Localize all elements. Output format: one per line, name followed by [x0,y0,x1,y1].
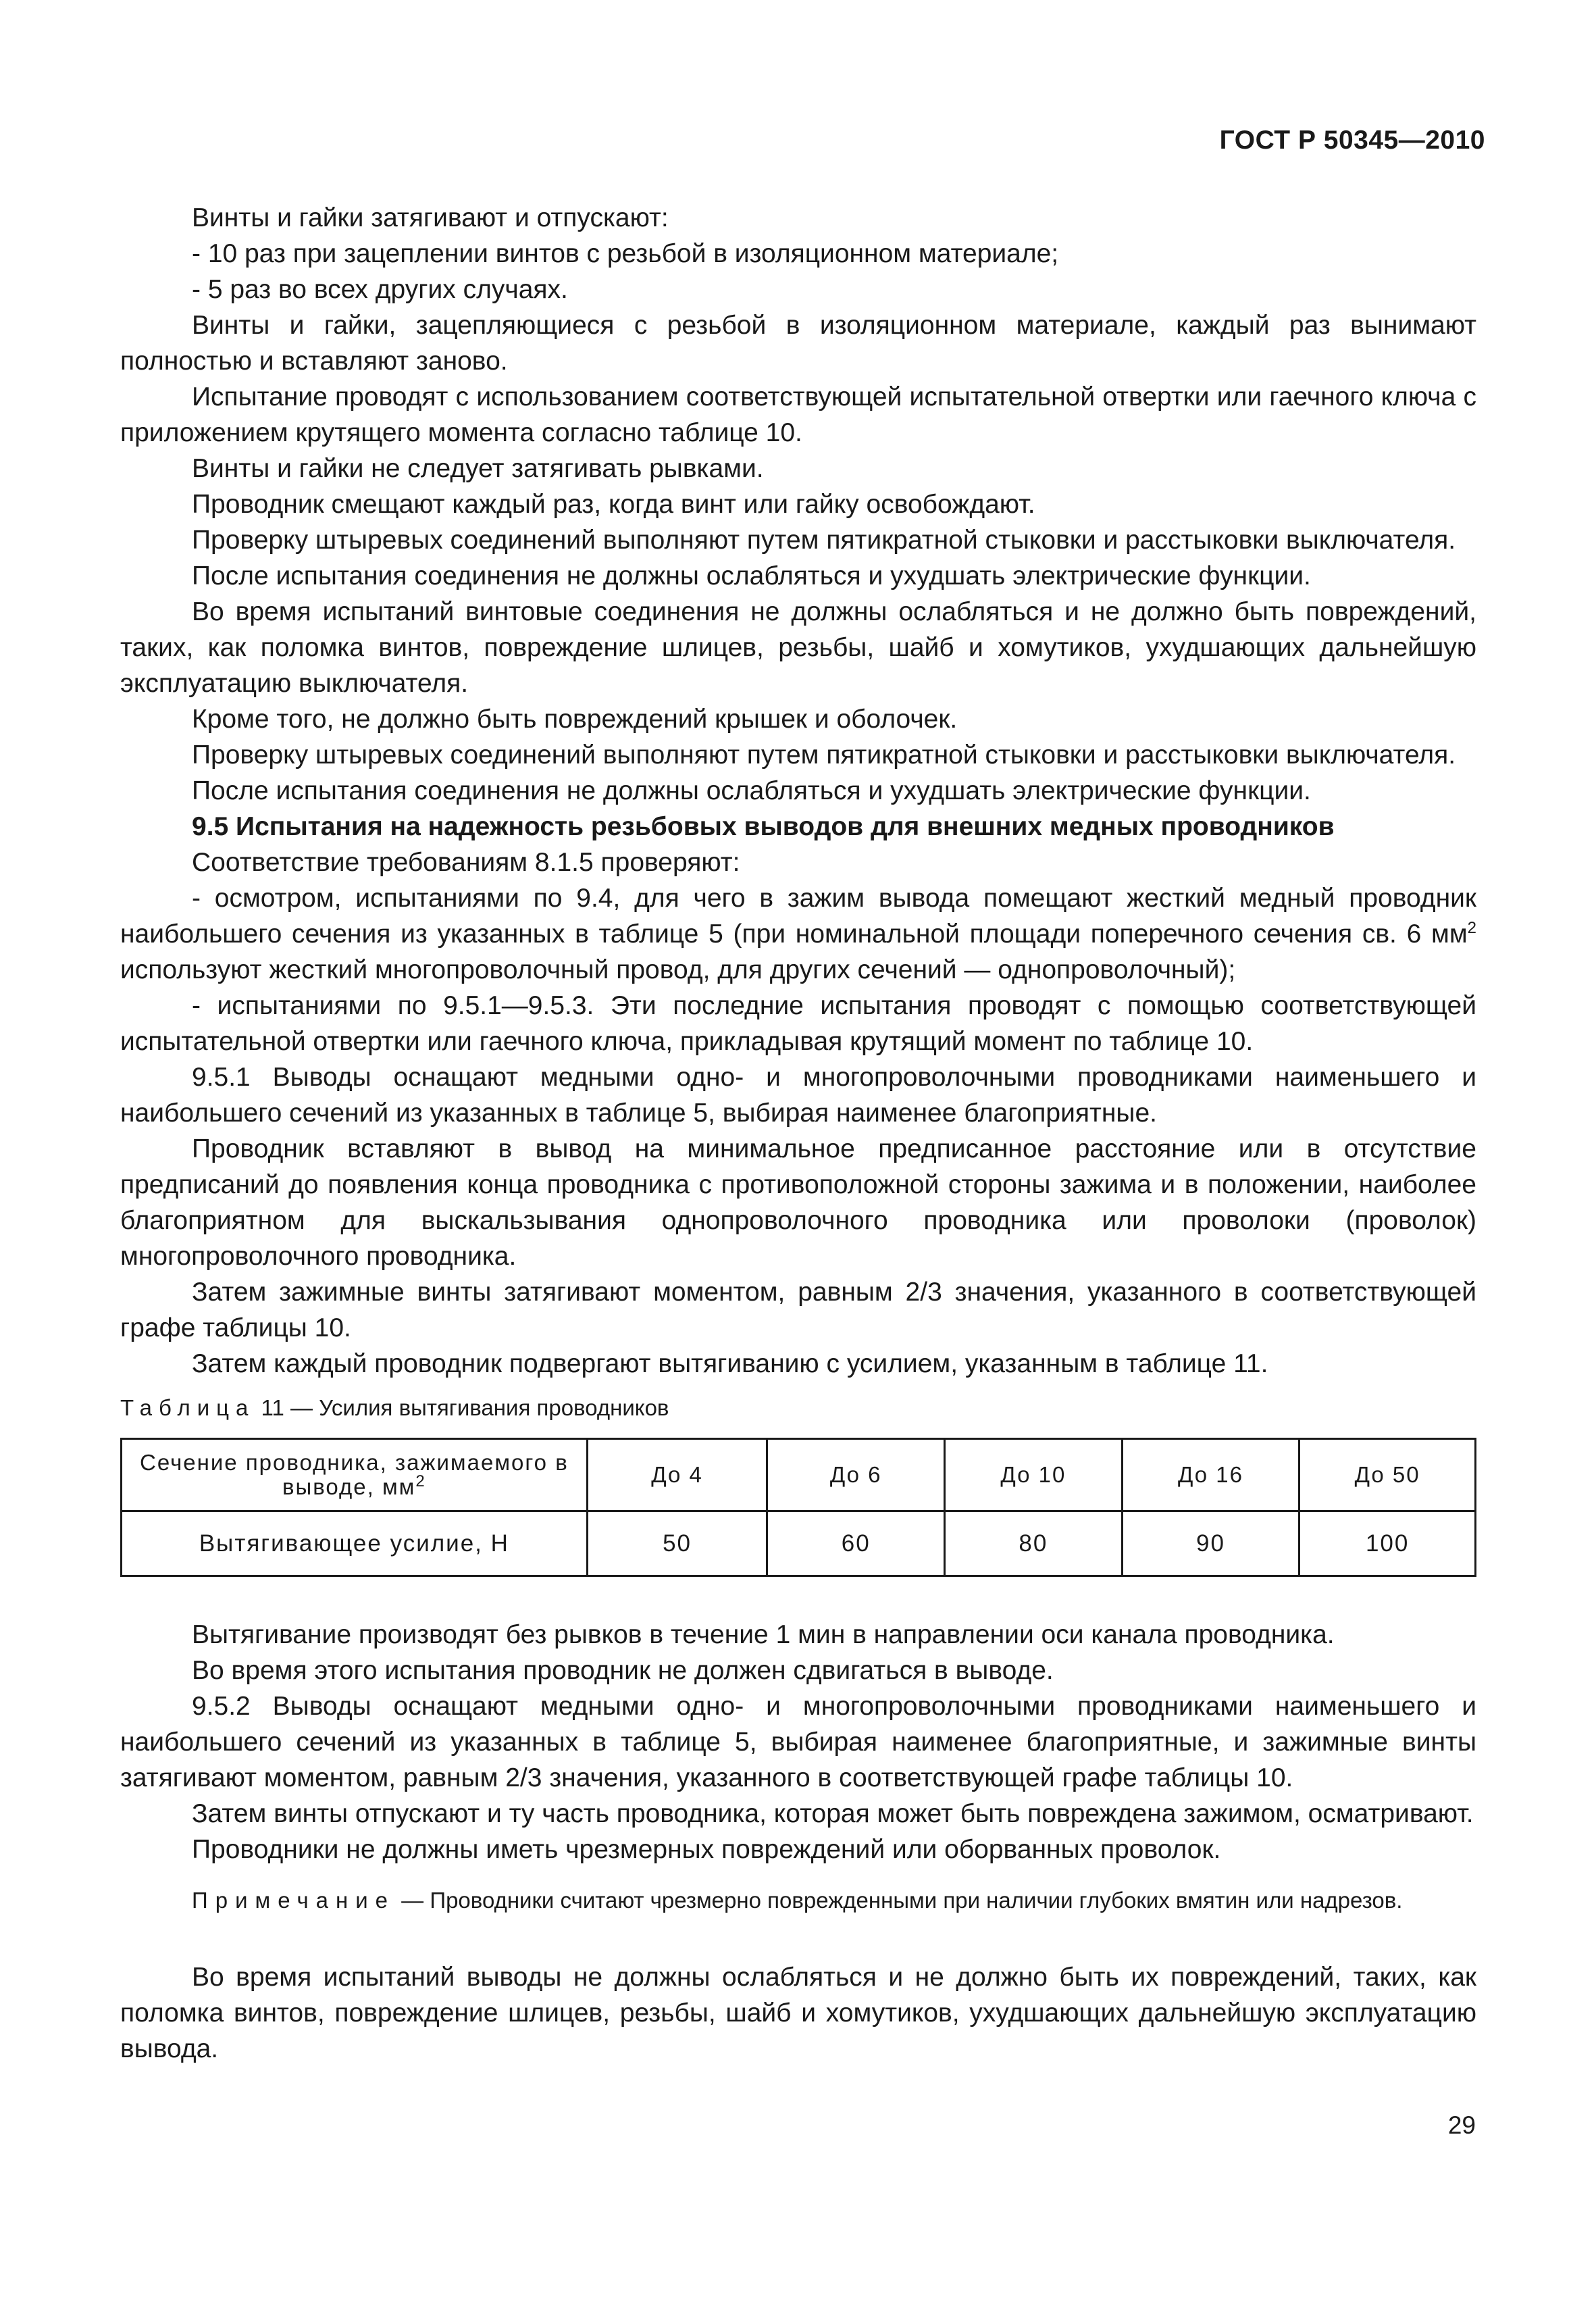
table-cell: 80 [945,1511,1123,1576]
main-text [120,200,1476,1382]
paragraph: Соответствие требованиям 8.1.5 проверяют: [192,848,740,877]
table-cell: 50 [587,1511,767,1576]
paragraph: Проводник смещают каждый раз, когда винт или гайку освобождают. [192,490,1035,519]
paragraph: Винты и гайки, зацепляющиеся с резьбой в изоляционном материале, каждый раз вынимают полностью и вставляют заново. [120,311,1476,376]
table-caption-label: Таблица [120,1395,255,1420]
table-caption-text: 11 — Усилия вытягивания проводников [255,1395,669,1420]
table-cell: 90 [1122,1511,1299,1576]
paragraph: Вытягивание производят без рывков в течение 1 мин в направлении оси канала проводника. [192,1620,1335,1649]
paragraph: - испытаниями по 9.5.1—9.5.3. Эти последние испытания проводят с помощью соответствующей испытательной отвертки или гаечного ключа, прикладывая крутящий момент по таблице 10. [120,991,1476,1056]
final-text [120,1959,1476,2067]
paragraph: Затем каждый проводник подвергают вытягиванию с усилием, указанным в таблице 11. [192,1349,1268,1378]
paragraph: Кроме того, не должно быть повреждений крышек и оболочек. [192,705,958,734]
table-row-label: Вытягивающее усилие, Н [122,1511,588,1576]
superscript: 2 [1467,919,1476,937]
text-fragment: - осмотром, испытаниями по 9.4, для чего в зажим вывода помещают жесткий медный проводник наибольшего сечения из указанных в таблице 5 (при номинальной площади поперечного сечения св. 6 мм [120,884,1476,949]
paragraph [120,880,1476,988]
document-header: ГОСТ Р 50345—2010 [1219,126,1485,155]
paragraph: Затем винты отпускают и ту часть проводника, которая может быть повреждена зажимом, осматривают. [192,1799,1474,1828]
paragraph: Испытание проводят с использованием соответствующей испытательной отвертки или гаечного ключа с приложением крутящего момента согласно таблице 10. [120,382,1476,447]
paragraph: Затем зажимные винты затягивают моментом, равным 2/3 значения, указанного в соответствующей графе таблицы 10. [120,1278,1476,1342]
note-label: Примечание [192,1888,396,1913]
table-header-cell: До 6 [767,1439,945,1511]
table-11 [120,1438,1476,1577]
paragraph: После испытания соединения не должны ослабляться и ухудшать электрические функции. [192,776,1311,805]
table-header-cell: До 4 [587,1439,767,1511]
table-header-cell: До 50 [1299,1439,1476,1511]
note [120,1885,1476,1916]
paragraph: Проверку штыревых соединений выполняют путем пятикратной стыковки и расстыковки выключателя. [192,740,1456,770]
section-heading: 9.5 Испытания на надежность резьбовых выводов для внешних медных проводников [192,812,1335,841]
paragraph: Проводники не должны иметь чрезмерных повреждений или оборванных проволок. [192,1835,1221,1864]
table-row [122,1511,1476,1576]
paragraph: Проверку штыревых соединений выполняют путем пятикратной стыковки и расстыковки выключателя. [192,526,1456,555]
paragraph: 9.5.2 Выводы оснащают медными одно- и многопроволочными проводниками наименьшего и наибольшего сечений из указанных в таблице 5, выбирая наименее благоприятные, и зажимные винты затягивают моментом, равным 2/3 значения, указанного в соответствующей графе таблицы 10. [120,1692,1476,1792]
table-cell: 60 [767,1511,945,1576]
text-fragment: используют жесткий многопроволочный провод, для других сечений — однопроволочный); [120,955,1236,984]
paragraph: Во время испытаний выводы не должны ослабляться и не должно быть их повреждений, таких, как поломка винтов, повреждение шлицев, резьбы, шайб и хомутиков, ухудшающих дальнейшую эксплуатацию вывода. [120,1963,1476,2063]
superscript: 2 [415,1472,426,1490]
after-table-text [120,1617,1476,1867]
table-header-cell [122,1439,588,1511]
paragraph: Винты и гайки затягивают и отпускают: [192,203,669,232]
table-header-cell: До 10 [945,1439,1123,1511]
table-caption [120,1395,669,1421]
table-header-label: Сечение проводника, зажимаемого в выводе, мм [140,1450,569,1499]
page-number: 29 [1447,2111,1476,2139]
table-header-cell: До 16 [1122,1439,1299,1511]
paragraph: После испытания соединения не должны ослабляться и ухудшать электрические функции. [192,561,1311,590]
data-table [120,1438,1476,1577]
paragraph: 9.5.1 Выводы оснащают медными одно- и многопроволочными проводниками наименьшего и наибольшего сечений из указанных в таблице 5, выбирая наименее благоприятные. [120,1063,1476,1128]
paragraph: Винты и гайки не следует затягивать рывками. [192,454,764,483]
paragraph: Проводник вставляют в вывод на минимальное предписанное расстояние или в отсутствие предписаний до появления конца проводника с противоположной стороны зажима и в положении, наиболее благоприятном для выскальзывания однопроволочного проводника или проволоки (проволок) многопроволочного проводника. [120,1134,1476,1271]
paragraph: Во время испытаний винтовые соединения не должны ослабляться и не должно быть повреждений, таких, как поломка винтов, повреждение шлицев, резьбы, шайб и хомутиков, ухудшающих дальнейшую эксплуатацию выключателя. [120,597,1476,698]
paragraph: - 10 раз при зацеплении винтов с резьбой в изоляционном материале; [192,239,1059,268]
paragraph: Во время этого испытания проводник не должен сдвигаться в выводе. [192,1656,1054,1685]
note-text: — Проводники считают чрезмерно поврежденными при наличии глубоких вмятин или надрезов. [395,1888,1403,1913]
paragraph: - 5 раз во всех других случаях. [192,275,568,304]
table-header-row [122,1439,1476,1511]
table-cell: 100 [1299,1511,1476,1576]
